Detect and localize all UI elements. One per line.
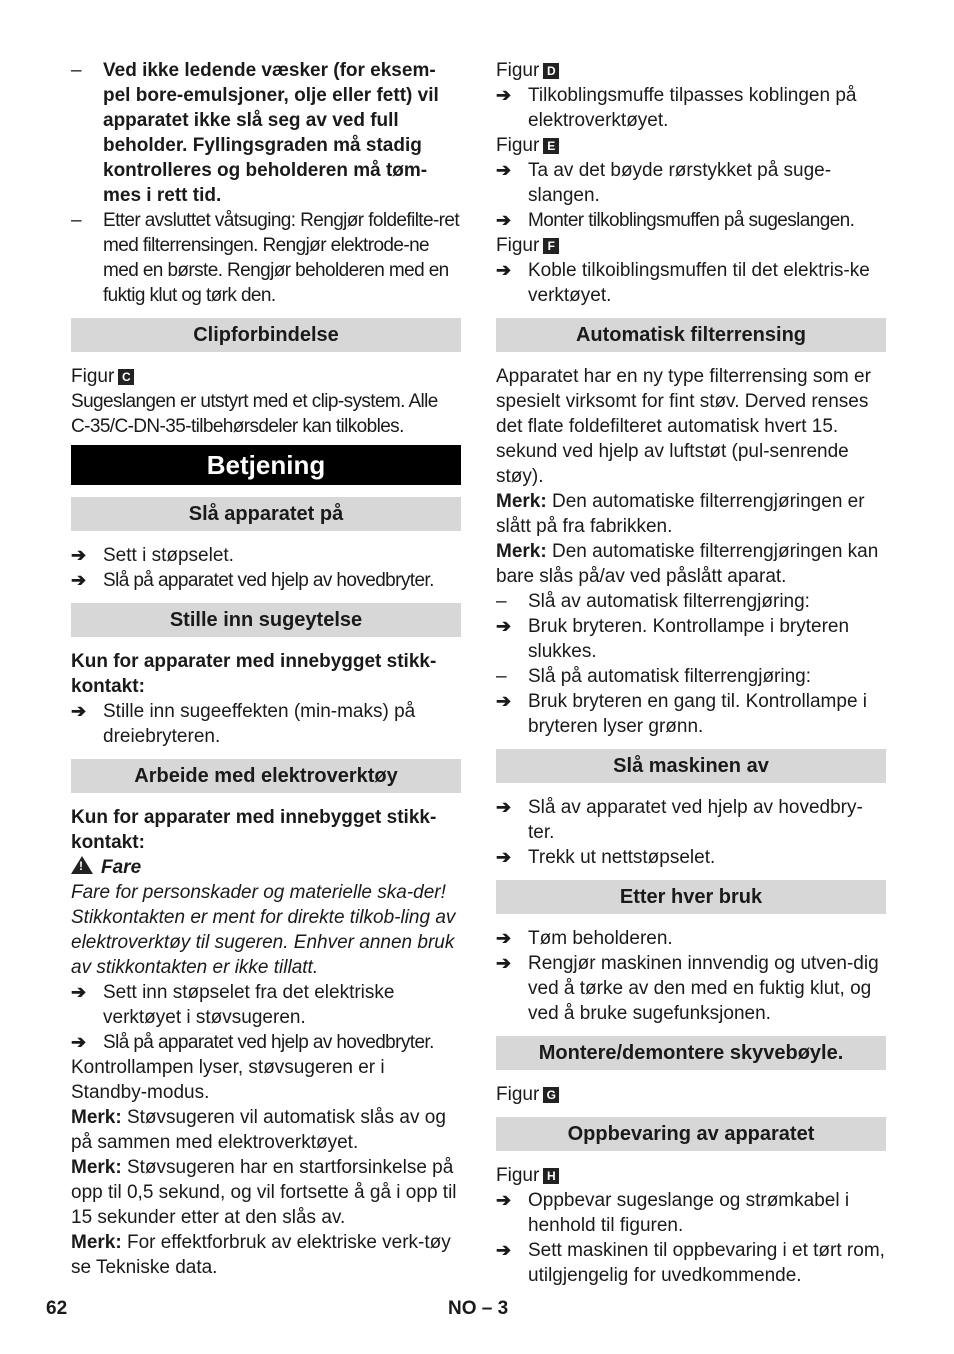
arrow-icon: ➔ xyxy=(496,928,512,948)
figure-letter-box: G xyxy=(543,1087,559,1103)
figure-ref: Figur F xyxy=(496,233,886,258)
section-heading-auto: Automatisk filterrensing xyxy=(496,318,886,352)
list-item: ➔ Slå av apparatet ved hjelp av hovedbry-ter. xyxy=(496,797,863,843)
figure-ref: Figur H xyxy=(496,1163,886,1188)
list-item: – Etter avsluttet våtsuging: Rengjør foldefilte-ret med filterrensingen. Rengjør elektrode-ne med en børste. Rengjør beholderen med en fuktig klut og tørk den. xyxy=(71,210,460,306)
warning-icon xyxy=(71,856,93,874)
dash-bullet: – xyxy=(71,60,82,81)
arrow-icon: ➔ xyxy=(496,210,511,230)
list-item: ➔ Koble tilkoiblingsmuffen til det elektris-ke verktøyet. xyxy=(496,260,870,306)
list-item: ➔ Oppbevar sugeslange og strømkabel i henhold til figuren. xyxy=(496,1190,850,1236)
note: Merk: Den automatiske filterrengjøringen er slått på fra fabrikken. xyxy=(496,491,865,537)
figure-letter-box: E xyxy=(543,138,559,154)
list-item: ➔ Sett inn støpselet fra det elektriske verktøyet i støvsugeren. xyxy=(71,982,395,1028)
arrow-icon: ➔ xyxy=(496,1240,512,1260)
right-column xyxy=(496,58,886,1288)
paragraph: Apparatet har en ny type filterrensing som er spesielt virksomt for fint støv. Derved renses det flate foldefilteret automatisk hvert 15. sekund ved hjelp av luftstøt (pul-senrende støy). xyxy=(496,366,871,487)
arrow-icon: ➔ xyxy=(496,1190,512,1210)
list-item: – Slå av automatisk filterrengjøring: xyxy=(496,591,810,612)
arrow-icon: ➔ xyxy=(496,847,512,867)
note-bold: Kun for apparater med innebygget stikk-kontakt: xyxy=(71,807,437,853)
list-item: – Slå på automatisk filterrengjøring: xyxy=(496,666,812,687)
section-heading-clip: Clipforbindelse xyxy=(71,318,461,352)
language-page-marker: NO – 3 xyxy=(448,1298,509,1319)
note-bold: Kun for apparater med innebygget stikk-kontakt: xyxy=(71,651,437,697)
dash-bullet: – xyxy=(496,666,507,687)
list-item: ➔ Monter tilkoblingsmuffen på sugeslangen. xyxy=(496,210,855,231)
figure-ref: Figur D xyxy=(496,58,886,83)
note: Merk: Den automatiske filterrengjøringen kan bare slås på/av ved påslått aparat. xyxy=(496,541,879,587)
danger-text: Fare for personskader og materielle ska-der! Stikkontakten er ment for direkte tilkob-ling av elektroverktøy til sugeren. Enhver annen bruk av stikkontakten er ikke tillatt. xyxy=(71,882,456,978)
list-item: – Ved ikke ledende væsker (for eksem-pel bore-emulsjoner, olje eller fett) vil apparatet ikke slå seg av ved full beholder. Fyllingsgraden må stadig kontrolleres og beholderen må tøm-mes i rett tid. xyxy=(71,60,439,206)
figure-ref: Figur C xyxy=(71,364,461,389)
list-item: ➔ Stille inn sugeeffekten (min-maks) på dreiebryteren. xyxy=(71,701,416,747)
figure-letter-box: H xyxy=(543,1168,559,1184)
list-item: ➔ Trekk ut nettstøpselet. xyxy=(496,847,716,868)
paragraph: Kontrollampen lyser, støvsugeren er i Standby-modus. xyxy=(71,1057,385,1103)
section-heading-sla-pa: Slå apparatet på xyxy=(71,497,461,531)
arrow-icon: ➔ xyxy=(71,545,87,565)
note: Merk: For effektforbruk av elektriske verk-tøy se Tekniske data. xyxy=(71,1232,451,1278)
list-item: ➔ Bruk bryteren en gang til. Kontrollampe i bryteren lyser grønn. xyxy=(496,691,868,737)
list-item: ➔ Tilkoblingsmuffe tilpasses koblingen på elektroverktøyet. xyxy=(496,85,857,131)
list-item: ➔ Sett maskinen til oppbevaring i et tørt rom, utilgjengelig for uvedkommende. xyxy=(496,1240,885,1286)
left-column xyxy=(71,58,461,1280)
section-heading-sla-av: Slå maskinen av xyxy=(496,749,886,783)
list-item: ➔ Slå på apparatet ved hjelp av hovedbryter. xyxy=(71,1032,434,1053)
section-heading-oppbevaring: Oppbevaring av apparatet xyxy=(496,1117,886,1151)
figure-ref: Figur G xyxy=(496,1082,886,1107)
section-heading-arbeide: Arbeide med elektroverktøy xyxy=(71,759,461,793)
chapter-heading-betjening: Betjening xyxy=(71,445,461,485)
list-item: ➔ Rengjør maskinen innvendig og utven-dig ved å tørke av den med en fuktig klut, og ved å bruke sugefunksjonen. xyxy=(496,953,879,1024)
list-item: ➔ Tøm beholderen. xyxy=(496,928,673,949)
arrow-icon: ➔ xyxy=(496,691,512,711)
arrow-icon: ➔ xyxy=(496,260,512,280)
section-heading-montere: Montere/demontere skyvebøyle. xyxy=(496,1036,886,1070)
list-item: ➔ Bruk bryteren. Kontrollampe i bryteren slukkes. xyxy=(496,616,850,662)
dash-bullet: – xyxy=(71,210,81,231)
note: Merk: Støvsugeren har en startforsinkelse på opp til 0,5 sekund, og vil fortsette å gå i opp til 15 sekunder etter at den slås av. xyxy=(71,1157,457,1228)
section-heading-stille: Stille inn sugeytelse xyxy=(71,603,461,637)
arrow-icon: ➔ xyxy=(496,85,512,105)
figure-letter-box: D xyxy=(543,63,559,79)
figure-letter-box: C xyxy=(118,369,134,385)
arrow-icon: ➔ xyxy=(496,160,512,180)
list-item: ➔ Slå på apparatet ved hjelp av hovedbryter. xyxy=(71,570,434,591)
arrow-icon: ➔ xyxy=(71,570,86,590)
arrow-icon: ➔ xyxy=(71,1032,86,1052)
figure-ref: Figur E xyxy=(496,133,886,158)
section-heading-etter: Etter hver bruk xyxy=(496,880,886,914)
dash-bullet: – xyxy=(496,591,507,612)
arrow-icon: ➔ xyxy=(496,953,512,973)
arrow-icon: ➔ xyxy=(496,616,512,636)
arrow-icon: ➔ xyxy=(71,982,87,1002)
figure-letter-box: F xyxy=(543,238,559,254)
note: Merk: Støvsugeren vil automatisk slås av og på sammen med elektroverktøyet. xyxy=(71,1107,446,1153)
arrow-icon: ➔ xyxy=(496,797,512,817)
list-item: ➔ Ta av det bøyde rørstykket på suge-slangen. xyxy=(496,160,832,206)
arrow-icon: ➔ xyxy=(71,701,87,721)
danger-label: !Fare xyxy=(71,855,461,880)
list-item: ➔ Sett i støpselet. xyxy=(71,545,234,566)
page-number: 62 xyxy=(46,1298,68,1319)
paragraph: Sugeslangen er utstyrt med et clip-system. Alle C-35/C-DN-35-tilbehørsdeler kan tilkobles. xyxy=(71,391,438,437)
